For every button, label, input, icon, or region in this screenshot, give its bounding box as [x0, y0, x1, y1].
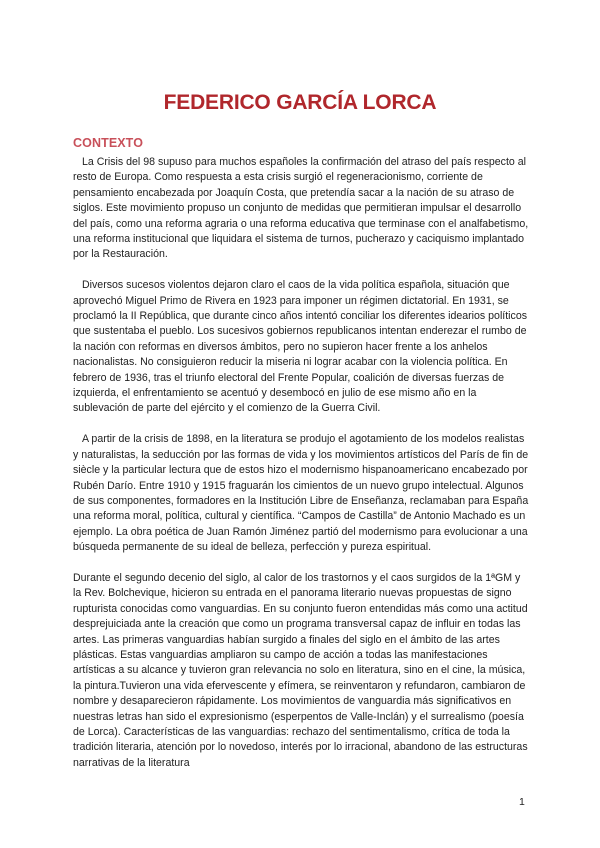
paragraph-crisis-98: La Crisis del 98 supuso para muchos españoles la confirmación del atraso del país respecto al resto de Europa. Como respuesta a esta crisis surgió el regeneracionismo, corriente de pensamiento encabezada por Joaquín Costa, que pretendía sacar a la nación de su atraso de siglos. Este movimiento propuso un conjunto de medidas que permitieran impulsar el desarrollo del país, como una reforma agraria o una reforma educativa que terminase con el analfabetismo, una reforma institucional que liquidara el sistema de turnos, pucherazo y caciquismo implantado por la Restauración. — [73, 156, 529, 261]
page-number: 1 — [519, 796, 525, 808]
paragraph-politica: Diversos sucesos violentos dejaron claro el caos de la vida política española, situación que aprovechó Miguel Primo de Rivera en 1923 para imponer un régimen dictatorial. En 1931, se proclamó la II República, que durante cinco años intentó conciliar los diferentes idearios políticos que sustentaba el pueblo. Los sucesivos gobiernos republicanos intentan enderezar el rumbo de la nación con reformas en diversos ámbitos, pero no supieron hacer frente a los anhelos nacionalistas. No consiguieron reducir la miseria ni lograr acabar con la violencia política. En febrero de 1936, tras el triunfo electoral del Frente Popular, coalición de diversas fuerzas de izquierda, el enfrentamiento se acentuó y desembocó en julio de ese mismo año en la sublevación de parte del ejército y el comienzo de la Guerra Civil. — [73, 279, 528, 415]
section-heading-contexto: CONTEXTO — [73, 136, 144, 150]
body-text — [73, 155, 529, 787]
paragraph-literatura: A partir de la crisis de 1898, en la literatura se produjo el agotamiento de los modelos realistas y naturalistas, la seducción por las formas de vida y los movimientos artísticos del París de fin de siècle y la particular lectura que de estos hizo el modernismo hispanoamericano encabezado por Rubén Darío. Entre 1910 y 1915 fraguarán los cimientos de un nuevo grupo intelectual. Algunos de sus componentes, formadores en la Institución Libre de Enseñanza, reclamaban para España una reforma moral, política, cultural y científica. “Campos de Castilla” de Antonio Machado es un ejemplo. La obra poética de Juan Ramón Jiménez partió del modernismo para evolucionar a una búsqueda permanente de su ideal de belleza, perfección y pureza espiritual. — [73, 433, 529, 554]
paragraph-vanguardias: Durante el segundo decenio del siglo, al calor de los trastornos y el caos surgidos de la 1ªGM y la Rev. Bolchevique, hicieron su entrada en el panorama literario nuevas propuestas de signo rupturista conocidas como vanguardias. En su conjunto fueron entendidas más como una actitud desprejuiciada ante la creación que como un programa transversal capaz de influir en todas las artes. Las primeras vanguardias habían surgido a finales del siglo en el ámbito de las artes plásticas. Estas vanguardias ampliaron su campo de acción a todas las manifestaciones artísticas a su alcance y tuvieron gran relevancia no solo en literatura, sino en el cine, la música, la pintura.Tuvieron una vida efervescente y efímera, se reinventaron y refundaron, cambiaron de nombre y desaparecieron rápidamente. Los movimientos de vanguardia más significativos en nuestras letras han sido el expresionismo (esperpentos de Valle-Inclán) y el surrealismo (poesía de Lorca). Características de las vanguardias: rechazo del sentimentalismo, crítica de toda la tradición literaria, atención por lo novedoso, interés por lo irracional, abandono de las estructuras narrativas de la literatura — [73, 571, 528, 769]
document-title: FEDERICO GARCÍA LORCA — [163, 91, 437, 114]
